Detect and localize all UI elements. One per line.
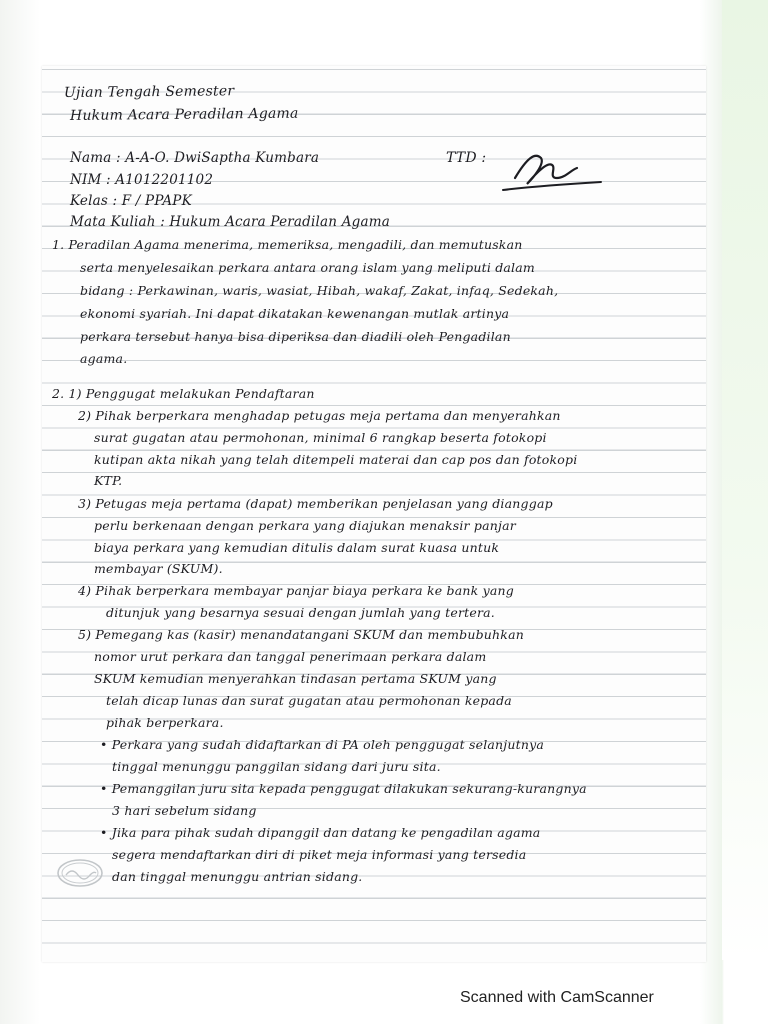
answer1-line: ekonomi syariah. Ini dapat dikatakan kewenangan mutlak artinya xyxy=(80,306,510,321)
answer2-line: 3 hari sebelum sidang xyxy=(112,803,257,818)
answer2-line: 2. 1) Penggugat melakukan Pendaftaran xyxy=(52,386,315,401)
answer2-line: SKUM kemudian menyerahkan tindasan pertama SKUM yang xyxy=(94,671,497,686)
answer1-line: perkara tersebut hanya bisa diperiksa dan diadili oleh Pengadilan xyxy=(80,329,511,344)
course-name: Mata Kuliah : Hukum Acara Peradilan Agama xyxy=(70,214,390,230)
answer2-line: 5) Pemegang kas (kasir) menandatangani SKUM dan membubuhkan xyxy=(78,627,524,642)
paper-brand-logo xyxy=(56,858,104,888)
answer2-line: perlu berkenaan dengan perkara yang diajukan menaksir panjar xyxy=(94,518,516,533)
answer2-line: pihak berperkara. xyxy=(106,715,224,730)
lined-paper-sheet xyxy=(42,66,706,962)
scanner-watermark: Scanned with CamScanner xyxy=(460,989,654,1006)
student-class: Kelas : F / PPAPK xyxy=(70,193,192,209)
signature-label: TTD : xyxy=(446,150,487,166)
answer2-line: • Jika para pihak sudah dipanggil dan datang ke pengadilan agama xyxy=(100,825,541,840)
answer2-line: 3) Petugas meja pertama (dapat) memberikan penjelasan yang dianggap xyxy=(78,496,553,511)
answer1-line: 1. Peradilan Agama menerima, memeriksa, mengadili, dan memutuskan xyxy=(52,237,523,252)
answer2-line: ditunjuk yang besarnya sesuai dengan jumlah yang tertera. xyxy=(106,605,495,620)
answer2-line: • Perkara yang sudah didaftarkan di PA oleh penggugat selanjutnya xyxy=(100,737,545,752)
answer2-line: kutipan akta nikah yang telah ditempeli materai dan cap pos dan fotokopi xyxy=(94,452,578,467)
answer2-line: dan tinggal menunggu antrian sidang. xyxy=(112,869,363,884)
answer2-line: biaya perkara yang kemudian ditulis dalam surat kuasa untuk xyxy=(94,540,500,555)
answer1-line: agama. xyxy=(80,351,128,366)
answer2-line: nomor urut perkara dan tanggal penerimaan perkara dalam xyxy=(94,649,487,664)
scan-edge xyxy=(722,0,768,960)
exam-title: Ujian Tengah Semester xyxy=(63,83,235,101)
answer2-line: telah dicap lunas dan surat gugatan atau permohonan kepada xyxy=(106,693,512,708)
answer2-line: 2) Pihak berperkara menghadap petugas meja pertama dan menyerahkan xyxy=(78,408,561,423)
handwritten-signature xyxy=(497,148,617,198)
answer2-line: segera mendaftarkan diri di piket meja informasi yang tersedia xyxy=(112,847,527,862)
answer2-line: surat gugatan atau permohonan, minimal 6 rangkap beserta fotokopi xyxy=(94,430,547,445)
answer2-line: tinggal menunggu panggilan sidang dari juru sita. xyxy=(112,759,441,774)
answer2-line: 4) Pihak berperkara membayar panjar biaya perkara ke bank yang xyxy=(78,583,514,598)
answer1-line: serta menyelesaikan perkara antara orang islam yang meliputi dalam xyxy=(80,260,535,275)
student-name: Nama : A-A-O. DwiSaptha Kumbara xyxy=(70,150,320,166)
answer1-line: bidang : Perkawinan, waris, wasiat, Hibah, wakaf, Zakat, infaq, Sedekah, xyxy=(80,283,559,298)
answer2-line: membayar (SKUM). xyxy=(94,561,223,576)
answer2-line: KTP. xyxy=(94,473,123,488)
course-title: Hukum Acara Peradilan Agama xyxy=(69,105,299,124)
answer2-line: • Pemanggilan juru sita kepada penggugat dilakukan sekurang-kurangnya xyxy=(100,781,587,796)
student-nim: NIM : A1012201102 xyxy=(70,172,214,188)
